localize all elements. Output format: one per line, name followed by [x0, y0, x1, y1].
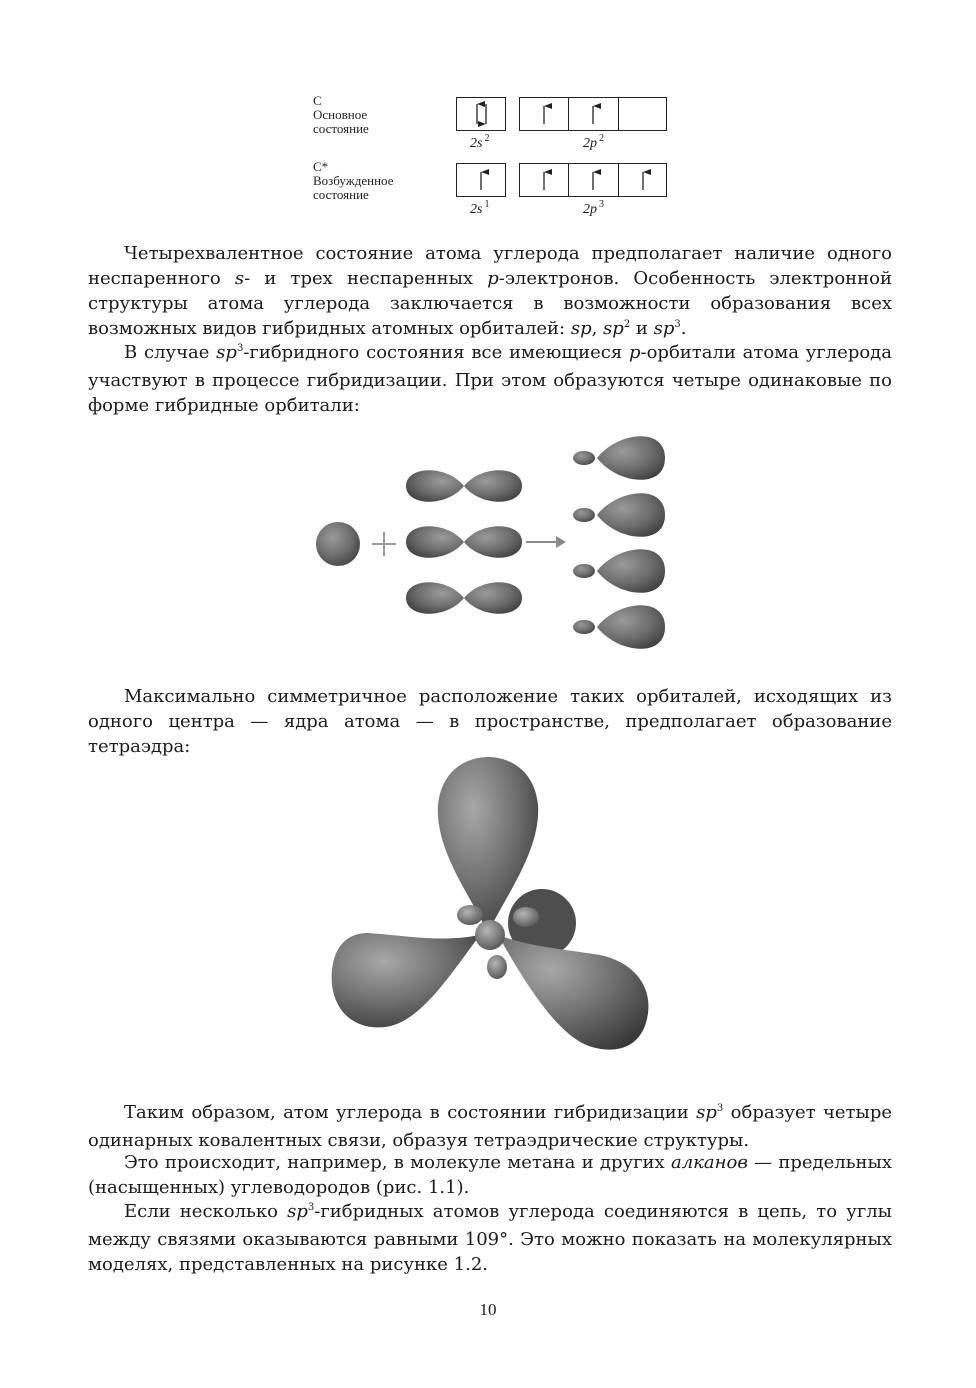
s-orbital — [316, 522, 360, 566]
label-sup: 2 — [599, 133, 604, 144]
label-base: 2p — [583, 202, 597, 217]
superscript: 3 — [716, 1103, 724, 1114]
text: Четырехвалентное состояние атома углерода предполагает наличие одного неспаренного — [88, 243, 892, 289]
label-base: 2s — [470, 202, 483, 217]
text: -гибридного состояния все имеющиеся — [243, 342, 629, 363]
page-number: 10 — [479, 1300, 497, 1319]
paragraph-3 — [88, 684, 892, 759]
label-sup: 2 — [484, 133, 490, 144]
small-lobe — [487, 955, 507, 979]
label-sup: 1 — [484, 199, 490, 210]
text-italic: sp — [696, 1102, 717, 1123]
paragraph-2 — [88, 340, 892, 418]
excited-2s-label — [470, 199, 490, 218]
text: образует четыре одинарных ковалентных связи, образуя тетраэдрические структуры. — [88, 1102, 892, 1151]
ground-2p-label — [583, 133, 604, 152]
small-lobe — [513, 907, 539, 927]
text: . — [680, 318, 687, 339]
paragraph-4 — [88, 1100, 892, 1153]
ground-line1: Основное — [313, 107, 368, 122]
text-italic: p — [628, 342, 641, 363]
label-base: 2p — [583, 136, 597, 151]
text-italic: sp — [216, 342, 237, 363]
text: -гибридных атомов углерода соединяются в цепь, то углы между связями оказываются равными 109°. Это можно показать на молекулярных моделях, представленных на рисунке 1.2. — [88, 1201, 893, 1275]
text-italic: sp — [570, 318, 592, 339]
superscript: 3 — [236, 343, 244, 354]
text: Если несколько — [124, 1201, 288, 1222]
arrow-right-icon — [526, 536, 566, 548]
text: -электронов. Особенность электронной структуры атома углерода заключается в возможности образования всех возможных видов гибридных атомных орбиталей: — [88, 268, 892, 339]
text-italic: алканов — [670, 1152, 748, 1173]
small-lobe — [457, 905, 483, 925]
text: , — [591, 318, 604, 339]
superscript: 2 — [623, 319, 631, 330]
excited-symbol: C* — [313, 159, 329, 174]
text: и — [630, 318, 654, 339]
p-orbitals — [406, 470, 522, 614]
text-italic: sp — [287, 1201, 308, 1222]
right-lobe — [498, 935, 648, 1050]
plus-icon — [372, 532, 396, 556]
text: Это происходит, например, в молекуле метана и других — [124, 1152, 671, 1173]
nucleus — [475, 920, 505, 950]
text: Таким образом, атом углерода в состоянии гибридизации — [124, 1102, 697, 1123]
text-italic: p — [487, 268, 499, 289]
tetrahedral-orbitals-figure — [330, 755, 655, 1075]
left-lobe — [332, 933, 480, 1027]
text: -орбитали атома углерода участвуют в процессе гибридизации. При этом образуются четыре одинаковые по форме гибридные орбитали: — [88, 342, 892, 416]
excited-2p-label — [583, 199, 604, 218]
superscript: 3 — [674, 319, 681, 330]
ground-2s-label — [470, 133, 490, 152]
text: - и трех неспаренных — [244, 268, 488, 289]
ground-symbol: C — [313, 93, 322, 108]
paragraph-1 — [88, 241, 892, 344]
ground-line2: состояние — [313, 121, 369, 136]
sp3-orbitals — [573, 436, 665, 649]
label-sup: 3 — [599, 199, 604, 210]
text: Максимально симметричное расположение таких орбиталей, исходящих из одного центра — ядра атома — в пространстве, предполагает образование тетраэдра: — [88, 686, 892, 757]
superscript: 3 — [307, 1202, 315, 1213]
excited-line1: Возбужденное — [313, 173, 394, 188]
text: В случае — [124, 342, 217, 363]
text-italic: sp — [603, 318, 624, 339]
text-italic: s — [234, 268, 245, 289]
hybridization-figure — [300, 425, 680, 660]
paragraph-6 — [88, 1199, 892, 1277]
excited-line2: состояние — [313, 187, 369, 202]
label-base: 2s — [470, 136, 483, 151]
paragraph-5 — [88, 1150, 892, 1200]
text: — предельных (насыщенных) углеводородов (рис. 1.1). — [88, 1152, 893, 1198]
electron-arrows — [0, 0, 976, 230]
text-italic: sp — [653, 318, 675, 339]
